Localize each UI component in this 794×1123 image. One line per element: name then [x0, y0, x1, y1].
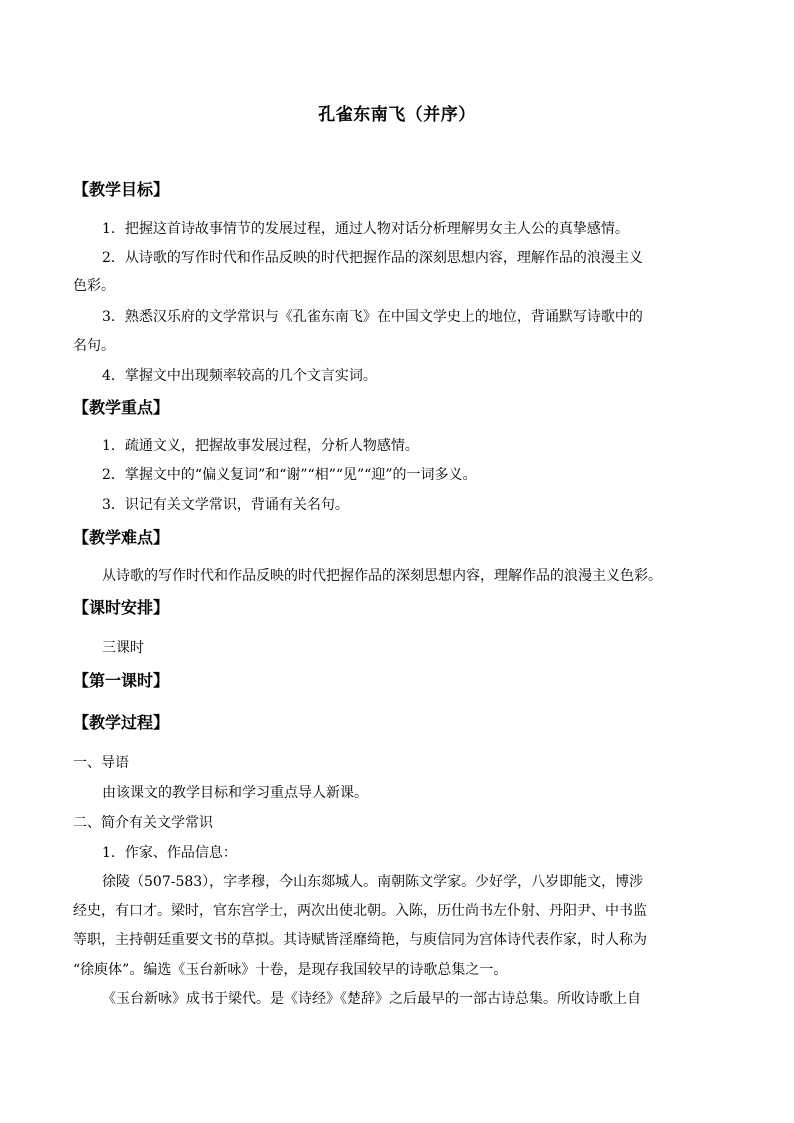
process-part2-heading: 二、简介有关文学常识	[73, 815, 213, 831]
author-paragraph-line: 徐陵（507-583），字孝穆，今山东郯城人。南朝陈文学家。少好学，八岁即能文，博涉	[102, 874, 644, 890]
section-heading-difficulties: 【教学难点】	[73, 528, 170, 547]
schedule-text: 三课时	[102, 640, 144, 656]
anthology-paragraph-line: 《玉台新咏》成书于梁代。是《诗经》《楚辞》之后最早的一部古诗总集。所收诗歌上自	[102, 991, 641, 1007]
process-part1-heading: 一、导语	[73, 755, 129, 771]
objective-item-2-cont: 色彩。	[73, 278, 115, 294]
key-point-item-1: 1．疏通文义，把握故事发展过程，分析人物感情。	[102, 438, 419, 454]
author-paragraph-line: 经史，有口才。梁时，官东宫学士，两次出使北朝。入陈，历仕尚书左仆射、丹阳尹、中书监	[73, 903, 647, 919]
document-title: 孔雀东南飞（并序）	[318, 105, 476, 125]
process-part1-text: 由该课文的教学目标和学习重点导人新课。	[102, 785, 368, 801]
process-part2-sub1: 1．作家、作品信息：	[102, 845, 237, 861]
author-paragraph-line: 等职，主持朝廷重要文书的草拟。其诗赋皆淫靡绮艳，与庾信同为宫体诗代表作家，时人称为	[73, 932, 647, 948]
key-point-item-2: 2．掌握文中的“偏义复词”和“谢”“相”“见”“迎”的一词多义。	[102, 467, 477, 483]
objective-item-2: 2．从诗歌的写作时代和作品反映的时代把握作品的深刻思想内容，理解作品的浪漫主义	[102, 250, 643, 266]
objective-item-3: 3．熟悉汉乐府的文学常识与《孔雀东南飞》在中国文学史上的地位，背诵默写诗歌中的	[102, 309, 643, 325]
difficulty-text: 从诗歌的写作时代和作品反映的时代把握作品的深刻思想内容，理解作品的浪漫主义色彩。	[102, 568, 662, 584]
objective-item-1: 1．把握这首诗故事情节的发展过程，通过人物对话分析理解男女主人公的真挚感情。	[102, 221, 629, 237]
section-heading-objectives: 【教学目标】	[73, 180, 170, 199]
section-heading-key-points: 【教学重点】	[73, 398, 170, 417]
section-heading-schedule: 【课时安排】	[73, 598, 170, 617]
section-heading-first-lesson: 【第一课时】	[73, 671, 170, 690]
author-paragraph-line: “徐庾体”。编选《玉台新咏》十卷，是现存我国较早的诗歌总集之一。	[73, 962, 508, 978]
key-point-item-3: 3．识记有关文学常识，背诵有关名句。	[102, 497, 349, 513]
section-heading-process: 【教学过程】	[73, 713, 170, 732]
objective-item-4: 4．掌握文中出现频率较高的几个文言实词。	[102, 368, 377, 384]
objective-item-3-cont: 名句。	[73, 338, 115, 354]
